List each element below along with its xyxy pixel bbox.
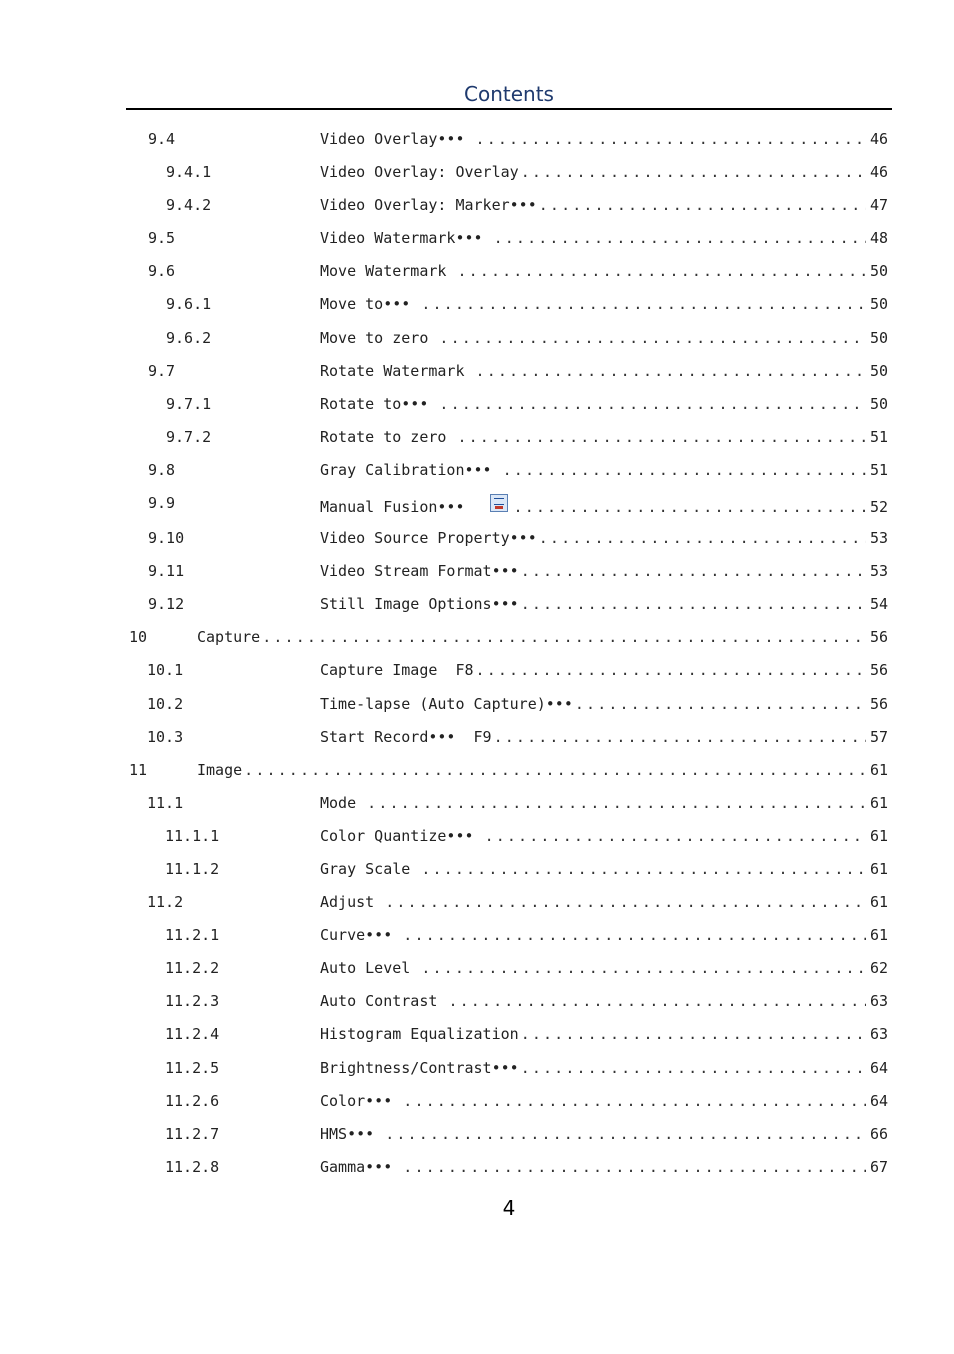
manual-fusion-icon: [490, 494, 508, 512]
toc-entry-page: 50: [869, 295, 888, 314]
toc-entry[interactable]: [0, 919, 954, 952]
toc-entry-number: 9.4: [148, 130, 176, 148]
toc-entry[interactable]: [0, 588, 954, 621]
toc-entry-number: 11.2: [147, 893, 184, 912]
toc-entry-number: 10: [129, 628, 148, 647]
toc-entry-line: [320, 461, 888, 479]
toc-dot-leader: [385, 1125, 866, 1143]
table-of-contents: [0, 123, 954, 1184]
toc-entry-page: 48: [869, 229, 888, 248]
toc-entry-title: Capture: [197, 628, 261, 647]
toc-entry[interactable]: [0, 522, 954, 555]
toc-entry-title: Manual Fusion•••: [320, 498, 474, 517]
toc-entry-number: 11.2.4: [165, 1025, 220, 1044]
toc-entry[interactable]: [0, 787, 954, 820]
toc-entry-page: 51: [869, 427, 888, 446]
toc-entry-line: [197, 761, 888, 779]
toc-entry-title: Still Image Options•••: [320, 595, 519, 614]
toc-entry-title: HMS•••: [320, 1124, 384, 1143]
toc-entry-page: 67: [869, 1157, 888, 1176]
toc-entry-line: [320, 163, 888, 181]
toc-entry[interactable]: [0, 853, 954, 886]
toc-entry-page: 64: [869, 1058, 888, 1077]
toc-entry-page: 50: [869, 328, 888, 347]
toc-dot-leader: [403, 926, 866, 944]
toc-entry-page: 66: [869, 1124, 888, 1143]
toc-entry-title: Video Watermark•••: [320, 229, 492, 248]
toc-entry-line: [320, 992, 888, 1010]
toc-entry-number: 9.11: [148, 562, 185, 581]
toc-entry-title: Histogram Equalization: [320, 1025, 519, 1044]
toc-dot-leader: [421, 860, 866, 878]
toc-entry-page: 64: [869, 1091, 888, 1110]
toc-entry-line: [320, 229, 888, 247]
toc-entry-title: Start Record••• F9: [320, 727, 492, 746]
toc-dot-leader: [521, 163, 866, 181]
toc-dot-leader: [385, 893, 866, 911]
toc-entry-title: Color•••: [320, 1091, 402, 1110]
toc-entry-title: Video Overlay•••: [320, 130, 474, 148]
toc-entry-title: Color Quantize•••: [320, 826, 483, 845]
toc-entry-number: 11.2.5: [165, 1058, 220, 1077]
toc-entry-line: [320, 860, 888, 878]
toc-entry[interactable]: [0, 555, 954, 588]
toc-entry-title: Curve•••: [320, 926, 402, 945]
toc-entry-title: Rotate to zero: [320, 427, 456, 446]
toc-entry-page: 46: [869, 130, 888, 148]
toc-entry-line: [320, 1025, 888, 1043]
toc-dot-leader: [457, 262, 865, 280]
toc-dot-leader: [262, 628, 866, 646]
toc-dot-leader: [539, 196, 866, 214]
toc-entry-line: [320, 926, 888, 944]
toc-entry-line: [320, 695, 888, 713]
toc-dot-leader: [521, 562, 866, 580]
toc-entry[interactable]: [0, 688, 954, 721]
toc-entry-title: Auto Level: [320, 959, 420, 978]
toc-entry-number: 9.6.1: [166, 295, 212, 314]
toc-entry-number: 11: [129, 760, 148, 779]
toc-entry-number: 10.1: [147, 661, 184, 680]
toc-entry-number: 11.1.1: [165, 826, 220, 845]
toc-dot-leader: [503, 461, 866, 479]
toc-entry-title: Video Stream Format•••: [320, 562, 519, 581]
toc-dot-leader: [539, 529, 866, 547]
toc-entry-title: Image: [197, 760, 243, 779]
toc-entry-title: Video Overlay: Overlay: [320, 163, 519, 182]
toc-entry-page: 61: [869, 793, 888, 812]
toc-dot-leader: [476, 130, 866, 148]
toc-entry-number: 11.2.1: [165, 926, 220, 945]
title-rule: [126, 108, 892, 110]
toc-entry-page: 50: [869, 394, 888, 413]
toc-dot-leader: [494, 229, 866, 247]
toc-entry[interactable]: [0, 1118, 954, 1151]
toc-dot-leader: [476, 661, 866, 679]
toc-dot-leader: [448, 992, 866, 1010]
toc-entry-page: 63: [869, 1025, 888, 1044]
toc-entry[interactable]: [0, 487, 954, 522]
toc-entry-line: [320, 494, 888, 516]
toc-dot-leader: [403, 1092, 866, 1110]
toc-entry-line: [320, 794, 888, 812]
toc-dot-leader: [521, 595, 866, 613]
toc-entry-line: [320, 329, 888, 347]
toc-entry-number: 9.4.1: [166, 163, 212, 182]
toc-entry[interactable]: [0, 1052, 954, 1085]
toc-dot-leader: [485, 827, 866, 845]
toc-entry-number: 9.7: [148, 361, 176, 380]
toc-dot-leader: [575, 695, 866, 713]
toc-entry-number: 9.6.2: [166, 328, 212, 347]
toc-entry-page: 61: [869, 826, 888, 845]
toc-entry-page: 61: [869, 926, 888, 945]
toc-dot-leader: [244, 761, 866, 779]
toc-dot-leader: [367, 794, 866, 812]
toc-entry-title: Move to•••: [320, 295, 420, 314]
toc-entry[interactable]: [0, 820, 954, 853]
toc-entry-line: [320, 295, 888, 313]
toc-entry[interactable]: [0, 322, 954, 355]
toc-entry-line: [320, 130, 888, 148]
toc-entry-line: [320, 1158, 888, 1176]
toc-entry-line: [320, 196, 888, 214]
toc-entry[interactable]: [0, 952, 954, 985]
toc-entry-line: [320, 395, 888, 413]
toc-entry-number: 11.1.2: [165, 859, 220, 878]
toc-entry-line: [320, 893, 888, 911]
toc-dot-leader: [421, 295, 866, 313]
toc-entry-title: Capture Image F8: [320, 661, 474, 680]
toc-entry-number: 9.10: [148, 529, 185, 548]
toc-entry[interactable]: [0, 355, 954, 388]
toc-entry-line: [320, 1125, 888, 1143]
toc-entry[interactable]: [0, 1018, 954, 1051]
toc-entry-title: Adjust: [320, 893, 384, 912]
page-title: Contents: [464, 82, 554, 106]
toc-entry[interactable]: [0, 454, 954, 487]
toc-entry-title: Gamma•••: [320, 1157, 402, 1176]
toc-entry-title: Brightness/Contrast•••: [320, 1058, 519, 1077]
toc-entry-page: 61: [869, 760, 888, 779]
toc-entry-number: 9.5: [148, 229, 176, 248]
toc-entry-page: 57: [869, 727, 888, 746]
toc-entry-number: 11.2.3: [165, 992, 220, 1011]
toc-entry-line: [320, 428, 888, 446]
toc-entry[interactable]: [0, 388, 954, 421]
toc-entry-number: 9.4.2: [166, 196, 212, 215]
toc-entry-title: Gray Scale: [320, 859, 420, 878]
toc-dot-leader: [521, 1025, 866, 1043]
toc-entry-number: 9.8: [148, 460, 176, 479]
toc-dot-leader: [439, 329, 866, 347]
toc-entry[interactable]: [0, 222, 954, 255]
toc-entry-line: [197, 628, 888, 646]
toc-entry[interactable]: [0, 288, 954, 321]
toc-entry-page: 47: [869, 196, 888, 215]
toc-entry-line: [320, 827, 888, 845]
toc-entry-number: 10.2: [147, 694, 184, 713]
toc-entry-title: Auto Contrast: [320, 992, 447, 1011]
toc-entry-page: 50: [869, 361, 888, 380]
toc-dot-leader: [421, 959, 866, 977]
toc-dot-leader: [494, 728, 866, 746]
toc-entry[interactable]: [0, 255, 954, 288]
toc-entry-page: 53: [869, 562, 888, 581]
toc-entry-page: 61: [869, 859, 888, 878]
toc-dot-leader: [514, 498, 866, 516]
toc-entry[interactable]: [0, 189, 954, 222]
toc-entry[interactable]: [0, 721, 954, 754]
toc-entry[interactable]: [0, 621, 954, 654]
toc-entry-page: 61: [869, 893, 888, 912]
toc-entry-number: 11.2.6: [165, 1091, 220, 1110]
toc-entry[interactable]: [0, 754, 954, 787]
toc-entry-page: 46: [869, 163, 888, 182]
toc-entry[interactable]: [0, 421, 954, 454]
toc-entry-line: [320, 1092, 888, 1110]
toc-entry-page: 62: [869, 959, 888, 978]
toc-entry-title: Time-lapse (Auto Capture)•••: [320, 694, 573, 713]
toc-entry-page: 52: [869, 498, 888, 517]
toc-entry-line: [320, 728, 888, 746]
toc-entry-title: Video Source Property•••: [320, 529, 537, 548]
toc-entry-title: Rotate to•••: [320, 394, 438, 413]
toc-entry-line: [320, 595, 888, 613]
toc-entry-page: 54: [869, 595, 888, 614]
toc-dot-leader: [521, 1059, 866, 1077]
toc-entry-number: 11.2.8: [165, 1157, 220, 1176]
toc-entry-page: 56: [869, 661, 888, 680]
toc-dot-leader: [439, 395, 866, 413]
toc-entry[interactable]: [0, 123, 954, 156]
toc-entry-line: [320, 959, 888, 977]
toc-entry-line: [320, 1059, 888, 1077]
toc-entry-page: 51: [869, 460, 888, 479]
toc-entry-page: 63: [869, 992, 888, 1011]
toc-entry-title: Mode: [320, 793, 366, 812]
toc-entry-number: 9.9: [148, 494, 176, 513]
toc-entry-number: 9.7.2: [166, 427, 212, 446]
toc-entry[interactable]: [0, 156, 954, 189]
toc-entry-title: Move Watermark: [320, 262, 456, 281]
toc-dot-leader: [403, 1158, 866, 1176]
toc-entry-number: 10.3: [147, 727, 184, 746]
toc-entry-page: 56: [869, 628, 888, 647]
toc-entry-number: 9.12: [148, 595, 185, 614]
toc-entry-number: 9.7.1: [166, 394, 212, 413]
toc-entry-line: [320, 529, 888, 547]
toc-entry[interactable]: [0, 654, 954, 687]
toc-entry-title: Gray Calibration•••: [320, 460, 501, 479]
toc-entry-line: [320, 661, 888, 679]
toc-entry[interactable]: [0, 985, 954, 1018]
toc-entry-line: [320, 262, 888, 280]
toc-entry-number: 11.2.7: [165, 1124, 220, 1143]
toc-dot-leader: [457, 428, 865, 446]
toc-entry-title: Video Overlay: Marker•••: [320, 196, 537, 215]
toc-entry[interactable]: [0, 1085, 954, 1118]
toc-entry-page: 50: [869, 262, 888, 281]
toc-entry-page: 56: [869, 694, 888, 713]
toc-entry-number: 11.2.2: [165, 959, 220, 978]
toc-entry-line: [320, 362, 888, 380]
toc-entry-title: Rotate Watermark: [320, 361, 474, 380]
toc-entry-line: [320, 562, 888, 580]
toc-entry-title: Move to zero: [320, 328, 438, 347]
toc-entry-number: 11.1: [147, 793, 184, 812]
toc-entry-number: 9.6: [148, 262, 176, 281]
toc-entry[interactable]: [0, 886, 954, 919]
toc-dot-leader: [476, 362, 866, 380]
toc-entry-page: 53: [869, 529, 888, 548]
page-number: 4: [502, 1196, 516, 1220]
toc-entry[interactable]: [0, 1151, 954, 1184]
